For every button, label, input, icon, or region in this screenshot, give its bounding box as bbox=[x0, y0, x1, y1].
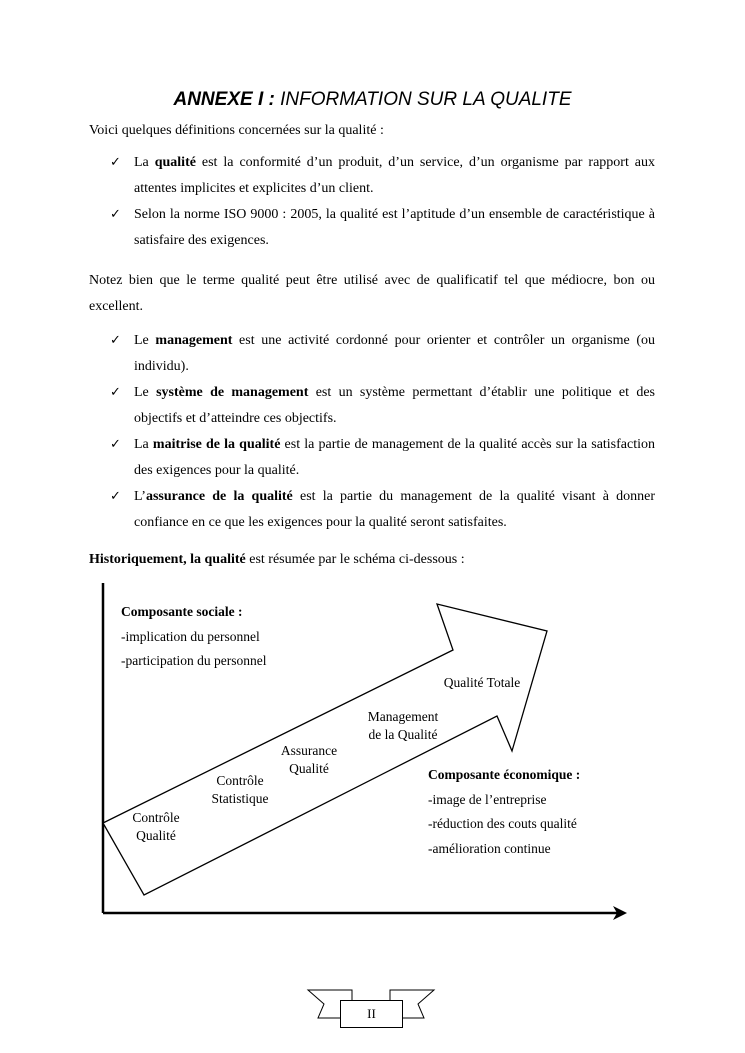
list-item: ✓ La maitrise de la qualité est la partie de management de la qualité accès sur la satisfaction des exigences pour la qualité. bbox=[89, 432, 655, 484]
list-item: ✓ Le système de management est un système permettant d’établir une politique et des objectifs et d’atteindre ces objectifs. bbox=[89, 380, 655, 432]
note-text: Notez bien que le terme qualité peut être utilisé avec de qualificatif tel que médiocre, bon ou excellent. bbox=[89, 273, 655, 314]
stage-management-qualite: Management de la Qualité bbox=[367, 709, 439, 742]
history-text: Historiquement, la qualité est résumée par le schéma ci-dessous : bbox=[89, 552, 465, 567]
list-item: ✓ Le management est une activité cordonné pour orienter et contrôler un organisme (ou individu). bbox=[89, 328, 655, 380]
page-title: ANNEXE I : INFORMATION SUR LA QUALITE bbox=[173, 89, 572, 110]
checkmark-icon: ✓ bbox=[110, 489, 121, 504]
stage-assurance-qualite: Assurance Qualité bbox=[280, 743, 338, 776]
list-item: ✓ L’assurance de la qualité est la partie du management de la qualité visant à donner confiance en ce que les exigences pour la qualité seront satisfaites. bbox=[89, 484, 655, 536]
economic-component: Composante économique : -image de l’entreprise -réduction des couts qualité -amélioration continue bbox=[428, 767, 581, 856]
intro-text: Voici quelques définitions concernées sur la qualité : bbox=[89, 123, 384, 138]
stage-controle-statistique: Contrôle Statistique bbox=[211, 773, 269, 806]
page-number: II bbox=[340, 1000, 403, 1028]
checkmark-icon: ✓ bbox=[110, 333, 121, 348]
list-item: ✓ La qualité est la conformité d’un produit, d’un service, d’un organisme par rapport aux attentes implicites et explicites d’un client. bbox=[89, 150, 655, 202]
social-component: Composante sociale : -implication du personnel -participation du personnel bbox=[121, 604, 267, 668]
checkmark-icon: ✓ bbox=[110, 385, 121, 400]
stage-controle-qualite: Contrôle Qualité bbox=[132, 810, 180, 843]
checkmark-icon: ✓ bbox=[110, 437, 121, 452]
checkmark-icon: ✓ bbox=[110, 207, 121, 222]
stage-qualite-totale: Qualité Totale bbox=[443, 675, 521, 690]
list-item: ✓ Selon la norme ISO 9000 : 2005, la qualité est l’aptitude d’un ensemble de caractéristique à satisfaire des exigences. bbox=[89, 202, 655, 254]
checkmark-icon: ✓ bbox=[110, 155, 121, 170]
